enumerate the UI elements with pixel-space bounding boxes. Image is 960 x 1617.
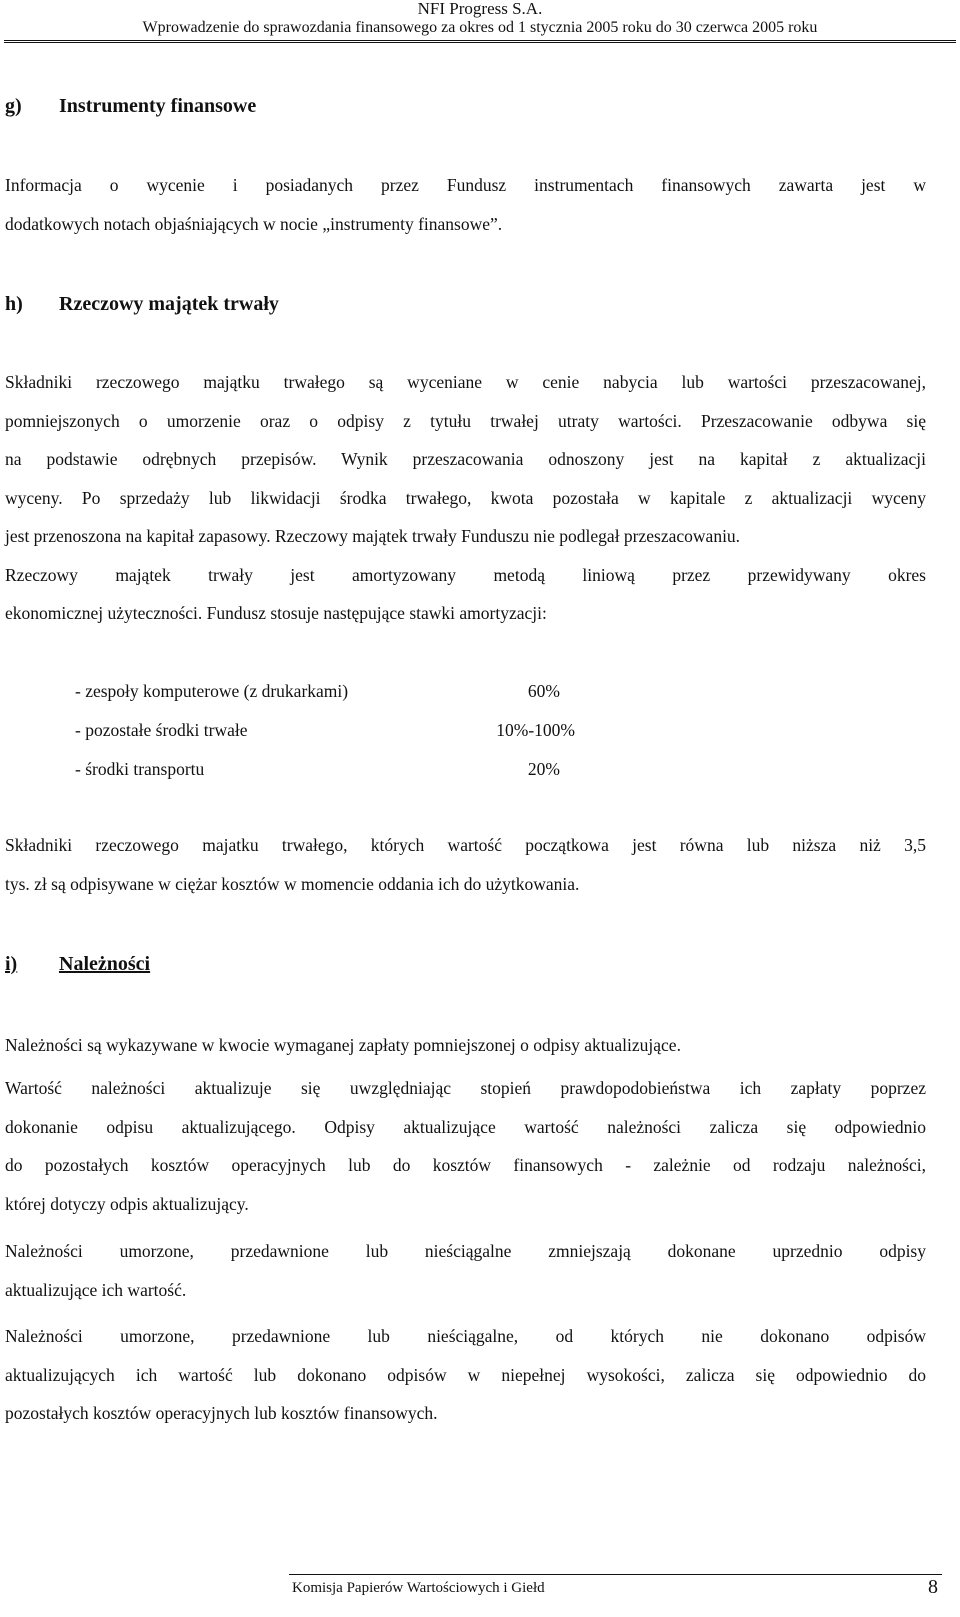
rate-row <box>75 758 575 797</box>
section-i-letter: i) <box>5 953 18 975</box>
section-h-paragraph-1 <box>5 371 926 641</box>
paragraph-line: Informacja o wycenie i posiadanych przez Fundusz instrumentach finansowych zawarta jest w <box>5 175 926 195</box>
section-i-paragraph-2 <box>5 1077 926 1231</box>
paragraph-line: do pozostałych kosztów operacyjnych lub do kosztów finansowych - zależnie od rodzaju należności, <box>5 1155 926 1175</box>
paragraph-line: dokonanie odpisu aktualizującego. Odpisy aktualizujące wartość należności zalicza się odpowiednio <box>5 1116 926 1137</box>
section-h-paragraph-2 <box>5 834 926 911</box>
rate-value: 10%-100% <box>496 720 575 740</box>
paragraph-line: dodatkowych notach objaśniających w nocie „instrumenty finansowe”. <box>5 213 503 234</box>
rate-label: - pozostałe środki trwałe <box>75 720 248 740</box>
section-i-paragraph-4 <box>5 1325 926 1441</box>
paragraph-line: pomniejszonych o umorzenie oraz o odpisy z tytułu trwałej utraty wartości. Przeszacowanie odbywa się <box>5 410 926 431</box>
section-i-title: Należności <box>59 953 151 975</box>
depreciation-rates-list <box>75 680 575 797</box>
rate-row <box>75 680 575 719</box>
section-g-heading <box>5 94 256 118</box>
section-h-heading <box>5 292 279 316</box>
paragraph-line: na podstawie odrębnych przepisów. Wynik przeszacowania odnoszony jest na kapitał z aktualizacji <box>5 449 926 469</box>
paragraph-line: Rzeczowy majątek trwały jest amortyzowany metodą liniową przez przewidywany okres <box>5 564 926 585</box>
paragraph-line: aktualizujących ich wartość lub dokonano odpisów w niepełnej wysokości, zalicza się odpowiednio do <box>5 1364 926 1385</box>
paragraph-line: Należności umorzone, przedawnione lub nieściągalne zmniejszają dokonane uprzednio odpisy <box>5 1241 926 1261</box>
paragraph-line: jest przenoszona na kapitał zapasowy. Rzeczowy majątek trwały Funduszu nie podlegał przeszacowaniu. <box>5 526 741 546</box>
section-h-letter: h) <box>5 293 23 315</box>
section-h-title: Rzeczowy majątek trwały <box>59 293 279 315</box>
header-rule <box>4 40 956 43</box>
rate-value: 60% <box>527 681 560 701</box>
rate-value: 20% <box>527 759 560 779</box>
section-i-paragraph-3 <box>5 1240 926 1317</box>
paragraph-line: której dotyczy odpis aktualizujący. <box>5 1193 249 1214</box>
paragraph-line: pozostałych kosztów operacyjnych lub kosztów finansowych. <box>5 1403 438 1423</box>
rate-label: - zespoły komputerowe (z drukarkami) <box>75 681 349 701</box>
page-header <box>0 0 960 37</box>
section-i-paragraph-1 <box>5 1034 926 1073</box>
section-g-paragraph <box>5 174 926 251</box>
paragraph-line: Składniki rzeczowego majatku trwałego, których wartość początkowa jest równa lub niższa niż 3,5 <box>5 835 926 855</box>
paragraph-line: aktualizujące ich wartość. <box>5 1279 187 1300</box>
header-title: NFI Progress S.A. <box>417 0 543 18</box>
section-g-title: Instrumenty finansowe <box>59 95 257 117</box>
page-number: 8 <box>928 1576 938 1598</box>
footer-text: Komisja Papierów Wartościowych i Giełd <box>292 1580 545 1596</box>
paragraph-line: wyceny. Po sprzedaży lub likwidacji środka trwałego, kwota pozostała w kapitale z aktualizacji wyceny <box>5 487 926 508</box>
paragraph-line: Składniki rzeczowego majątku trwałego są wyceniane w cenie nabycia lub wartości przeszacowanej, <box>5 372 926 392</box>
rate-label: - środki transportu <box>75 759 205 779</box>
paragraph-line: Należności są wykazywane w kwocie wymaganej zapłaty pomniejszonej o odpisy aktualizujące. <box>5 1035 681 1055</box>
section-g-letter: g) <box>5 95 22 117</box>
header-subtitle: Wprowadzenie do sprawozdania finansowego za okres od 1 stycznia 2005 roku do 30 czerwca 2005 roku <box>142 19 818 36</box>
footer-rule <box>289 1574 942 1575</box>
paragraph-line: Wartość należności aktualizuje się uwzględniając stopień prawdopodobieństwa ich zapłaty poprzez <box>5 1078 926 1098</box>
rate-row <box>75 719 575 758</box>
paragraph-line: Należności umorzone, przedawnione lub nieściągalne, od których nie dokonano odpisów <box>5 1326 926 1346</box>
section-i-heading <box>5 952 150 976</box>
paragraph-line: ekonomicznej użyteczności. Fundusz stosuje następujące stawki amortyzacji: <box>5 603 547 623</box>
paragraph-line: tys. zł są odpisywane w ciężar kosztów w momencie oddania ich do użytkowania. <box>5 873 580 894</box>
